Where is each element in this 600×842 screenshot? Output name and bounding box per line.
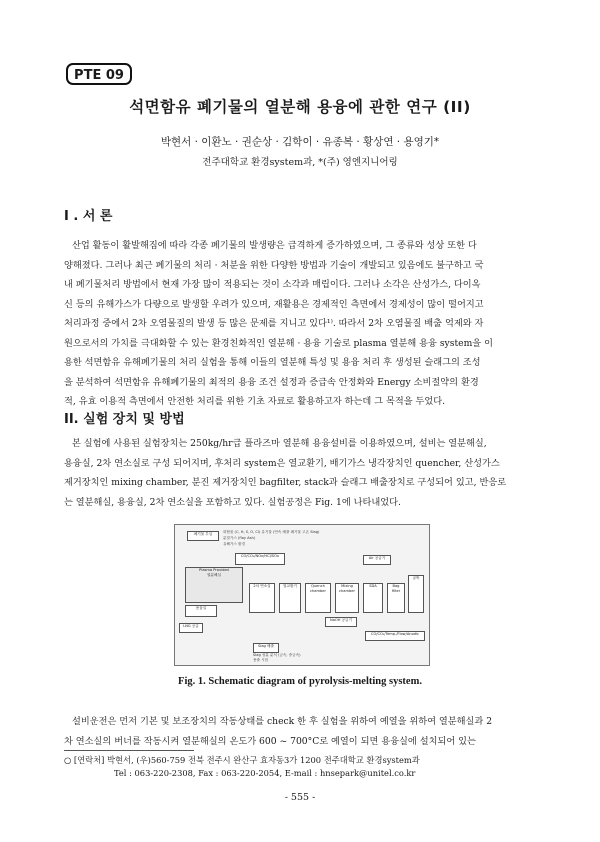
lng-box: LNG 공급	[179, 623, 203, 633]
figure-caption: Fig. 1. Schematic diagram of pyrolysis-melting system.	[178, 676, 422, 687]
footnote-divider	[64, 750, 194, 751]
pyrolysis-chamber	[185, 567, 243, 603]
note-text: 용출 시험	[253, 658, 269, 662]
text-line: 산업 활동이 활발해짐에 따라 각종 폐기물의 발생량은 급격하게 증가하였으며, 그 종류와 성상 또한 다	[72, 240, 477, 251]
section-heading-introduction: I . 서 론	[64, 209, 113, 224]
mixing-chamber: Mixing chamber	[335, 583, 359, 613]
footnote-line: Tel : 063-220-2308, Fax : 063-220-2054, E-mail : hnsepark@unitel.co.kr	[114, 768, 416, 778]
heat-exchanger: 열교환기	[279, 583, 301, 613]
sda-box: SDA	[363, 583, 383, 613]
text-line: 용융실, 2차 연소실로 구성 되어지며, 후처리 system은 열교환기, 배기가스 냉각장치인 quencher, 산성가스	[64, 457, 500, 469]
text-line: 을 분석하여 석면함유 유해폐기물의 최적의 용융 조건 설정과 증급속 안정화와 Energy 소비절약의 환경	[64, 376, 479, 388]
text-line: 내 폐기물처리 방법에서 현재 가장 많이 적용되는 것이 소각과 매립이다. 그러나 소각은 산성가스, 다이옥	[64, 279, 481, 290]
bag-filter: Bag filter	[387, 583, 405, 613]
paper-title: 석면함유 폐기물의 열분해 용융에 관한 연구 (II)	[129, 98, 471, 116]
figure-schematic	[174, 524, 430, 666]
output-box: CO/CO₂/Temp./Flow/Anodic	[365, 631, 425, 641]
gas-box: CO/CO₂/NOx/HCl/SOx	[235, 553, 285, 565]
paragraph-methods	[64, 434, 536, 512]
slag-box: Slag 배출	[253, 643, 279, 653]
plasma-label: Plasma Provided	[199, 568, 229, 572]
section-heading-methods: II. 실험 장치 및 방법	[64, 412, 185, 427]
text-line: 는 열분해실, 용융실, 2차 연소실을 포함하고 있다. 실험공정은 Fig. 1에 나타내었다.	[64, 496, 401, 508]
text-line: 처리과정 중에서 2차 오염물질의 발생 등 많은 문제를 지니고 있다¹⁾. 따라서 2차 오염물질 배출 억제와 자	[64, 318, 484, 329]
text-line: 본 실험에 사용된 실험장치는 250kg/hr급 플라즈마 열분해 용융설비를 이용하였으며, 설비는 열분해실,	[72, 438, 487, 449]
text-line: 차 연소실의 버너를 작동시켜 열분해실의 온도가 600 ~ 700°C로 예열이 되면 용융실에 설치되어 있는	[64, 735, 476, 747]
note-text: 유해가스 환경	[223, 542, 245, 546]
text-line: 제거장치인 mixing chamber, 분진 제거장치인 bagfilter, stack과 슬래그 배출장치로 구성되어 있고, 반응로	[64, 477, 507, 488]
naoh-box: NaOH 공급기	[325, 617, 357, 627]
text-line: 신 등의 유해가스가 다량으로 발생할 우려가 있으며, 재활용은 경제적인 측면에서 경제성이 많이 떨어지고	[64, 298, 484, 310]
footnote-line: ○ [연락처] 박현서, (우)560-759 전북 전주시 완산구 효자동3가 1200 전주대학교 환경system과	[64, 755, 420, 765]
air-box: Air 공급기	[363, 555, 391, 565]
page-number: - 555 -	[284, 792, 316, 803]
feed-box: 폐기물 투입	[187, 531, 219, 541]
text-line: 설비운전은 먼저 기본 및 보조장치의 작동상태를 check 한 후 실험을 위하여 예열을 위하여 열분해실과 2	[72, 716, 493, 727]
melting-chamber: 용융실	[185, 605, 217, 617]
quench-chamber: Quench chamber	[305, 583, 331, 613]
pyrolysis-label: 열분해실	[207, 572, 221, 577]
note-text: Slag 성분 분석 (금속, 중금속)	[253, 653, 301, 657]
session-tag: PTE 09	[66, 63, 132, 85]
paragraph-operation	[64, 712, 536, 751]
note-text: 분말가스 (flay Ash)	[223, 536, 256, 540]
text-line: 원으로서의 가치를 극대화할 수 있는 환경친화적인 열분해 · 용융 기술로 plasma 열분해 용융 system을 이	[64, 337, 493, 349]
footnote-contact	[64, 754, 420, 780]
paragraph-introduction	[64, 236, 536, 412]
text-line: 적, 유효 이용적 측면에서 안전한 처리를 위한 기초 자료로 활용하고자 하는데 그 목적을 두었다.	[64, 396, 446, 407]
secondary-combustor: 2차 연소실	[249, 583, 275, 613]
text-line: 용한 석면함유 유해폐기물의 처리 실험을 통해 이들의 열분해 특성 및 용융 처리 후 생성된 슬래그의 조성	[64, 357, 481, 368]
authors: 박현서 · 이환노 · 권순상 · 김학이 · 유종복 · 황상연 · 용영기*	[160, 136, 440, 148]
text-line: 양해졌다. 그러나 최근 폐기물의 처리 · 처분을 위한 다양한 방법과 기술이 개발되고 있음에도 불구하고 국	[64, 259, 484, 271]
stack: 굴뚝	[408, 575, 424, 613]
affiliation: 전주대학교 환경system과, *(주) 영엔지니어링	[202, 157, 398, 168]
note-text: 화합물 (C, H, S, O, Cl) 유기물 (연속 배출 폐기물 고온 Slag)	[223, 530, 320, 534]
